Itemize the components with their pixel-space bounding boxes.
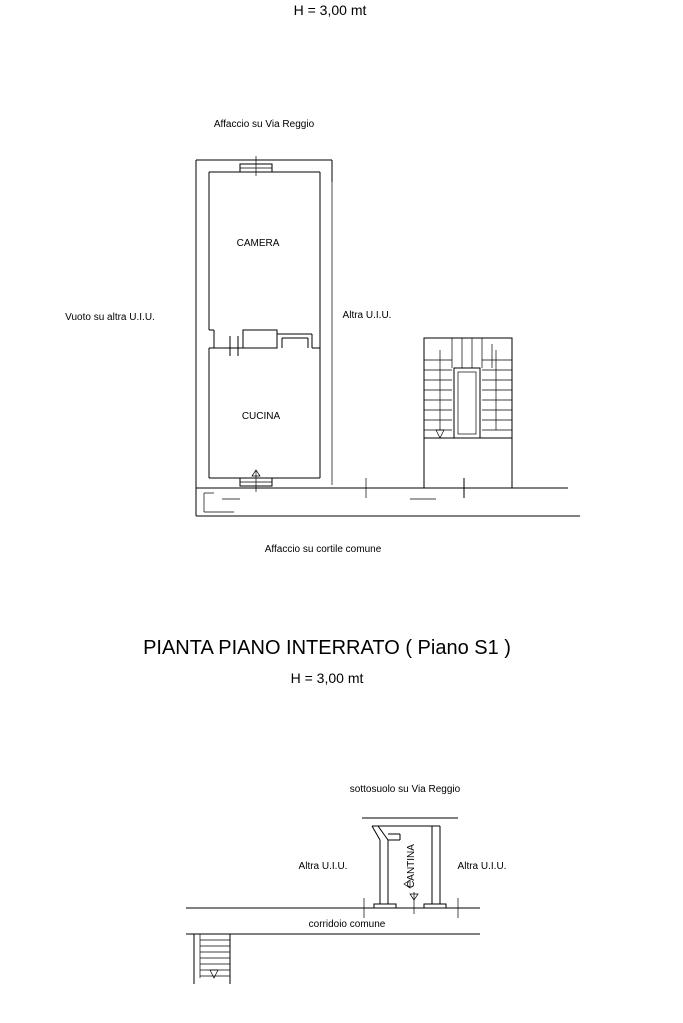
staircase-ground (424, 338, 512, 488)
label-vuoto-altra-uiu: Vuoto su altra U.I.U. (65, 312, 155, 323)
window-bottom (240, 470, 272, 492)
label-corridoio-comune: corridoio comune (308, 919, 386, 930)
label-sottosuolo: sottosuolo su Via Reggio (349, 784, 461, 795)
basement-height-label: H = 3,00 mt (290, 670, 364, 686)
room-label-cucina: CUCINA (241, 411, 281, 422)
apartment-walls (196, 160, 332, 488)
label-affaccio-via-reggio: Affaccio su Via Reggio (213, 119, 315, 130)
label-basement-altra-uiu-left: Altra U.I.U. (298, 861, 348, 872)
label-basement-altra-uiu-right: Altra U.I.U. (457, 861, 507, 872)
room-label-cantina: CANTINA (406, 844, 417, 888)
ground-floor-height-label: H = 3,00 mt (293, 2, 367, 18)
basement-title: PIANTA PIANO INTERRATO ( Piano S1 ) (143, 637, 511, 659)
staircase-basement (194, 934, 230, 984)
label-altra-uiu-right: Altra U.I.U. (342, 310, 392, 321)
room-label-camera: CAMERA (236, 238, 280, 249)
window-top (240, 156, 272, 176)
label-affaccio-cortile: Affaccio su cortile comune (264, 544, 382, 555)
